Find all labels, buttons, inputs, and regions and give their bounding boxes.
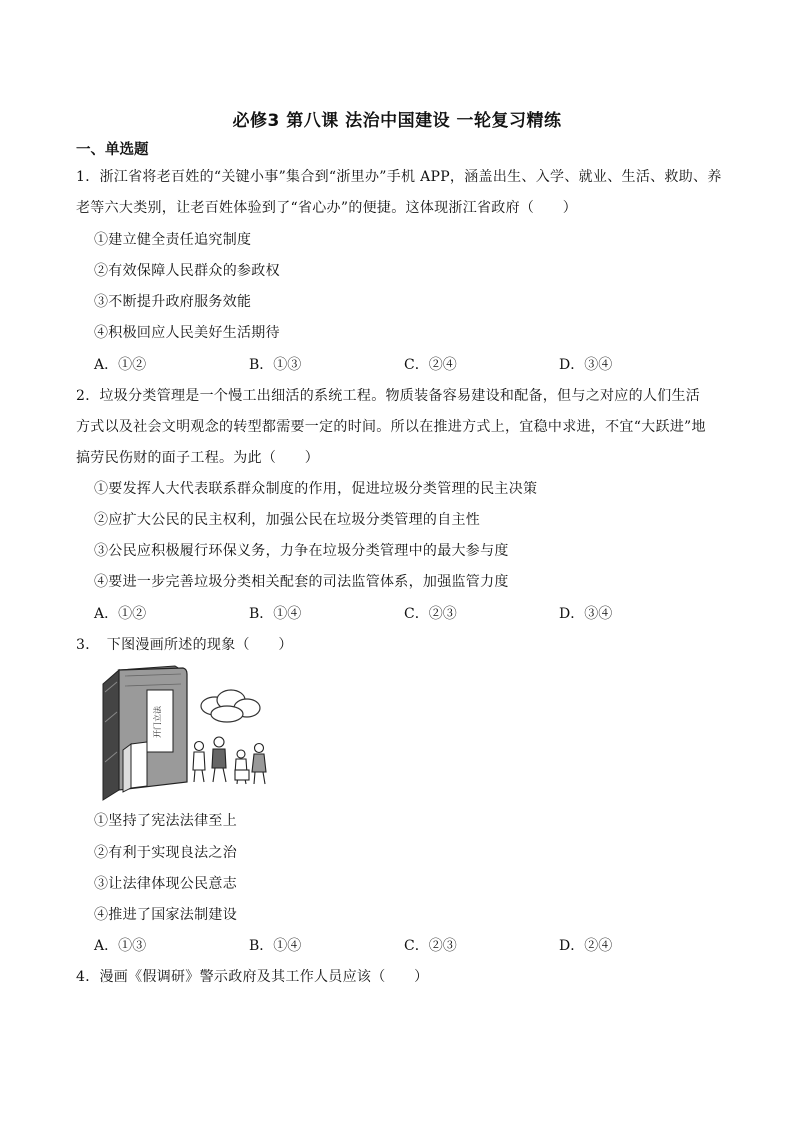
- question-4-line-1: 4．漫画《假调研》警示政府及其工作人员应该（ ）: [76, 969, 429, 985]
- cloud-icon: [201, 690, 260, 722]
- question-3-option-2: ②有利于实现良法之治: [94, 845, 237, 861]
- question-2-line-1: 2．垃圾分类管理是一个慢工出细活的系统工程。物质装备容易建设和配备，但与之对应的人们生活: [76, 388, 701, 404]
- question-2-line-2: 方式以及社会文明观念的转型都需要一定的时间。所以在推进方式上，宜稳中求进，不宜“大跃进”地: [76, 419, 706, 435]
- people-figures: [193, 737, 266, 784]
- question-3-option-4: ④推进了国家法制建设: [94, 907, 237, 923]
- question-2-option-4: ④要进一步完善垃圾分类相关配套的司法监管体系，加强监管力度: [94, 574, 509, 590]
- choice-b: B．①④: [249, 938, 302, 954]
- choice-d: D．③④: [559, 606, 613, 622]
- choice-c: C．②④: [404, 357, 457, 373]
- question-2-option-3: ③公民应积极履行环保义务，力争在垃圾分类管理中的最大参与度: [94, 543, 509, 559]
- choice-a: A．①③: [94, 938, 147, 954]
- choice-b: B．①④: [249, 606, 302, 622]
- choice-a: A．①②: [94, 606, 147, 622]
- choice-b: B．①③: [249, 357, 302, 373]
- question-1-option-3: ③不断提升政府服务效能: [94, 294, 252, 310]
- question-1-line-1: 1．浙江省将老百姓的“关键小事”集合到“浙里办”手机 APP，涵盖出生、入学、就业、生活、救助、养: [76, 169, 722, 185]
- cartoon-label: 开门立法: [153, 706, 162, 738]
- question-1-option-4: ④积极回应人民美好生活期待: [94, 325, 280, 341]
- question-2-option-1: ①要发挥人大代表联系群众制度的作用，促进垃圾分类管理的民主决策: [94, 481, 538, 497]
- choice-c: C．②③: [404, 938, 457, 954]
- section-heading: 一、单选题: [76, 142, 149, 158]
- cartoon-illustration: [95, 662, 290, 802]
- question-3-line-1: 3． 下图漫画所述的现象（ ）: [76, 637, 293, 653]
- question-2-option-2: ②应扩大公民的民主权利，加强公民在垃圾分类管理的自主性: [94, 512, 481, 528]
- question-1-option-2: ②有效保障人民群众的参政权: [94, 263, 280, 279]
- question-3-option-3: ③让法律体现公民意志: [94, 876, 237, 892]
- choice-d: D．③④: [559, 357, 613, 373]
- question-2-line-3: 搞劳民伤财的面子工程。为此（ ）: [76, 450, 320, 466]
- choice-d: D．②④: [559, 938, 613, 954]
- question-1-line-2: 老等六大类别，让老百姓体验到了“省心办”的便捷。这体现浙江省政府（ ）: [76, 200, 578, 216]
- question-3-option-1: ①坚持了宪法法律至上: [94, 813, 237, 829]
- question-1-option-1: ①建立健全责任追究制度: [94, 232, 252, 248]
- choice-a: A．①②: [94, 357, 147, 373]
- choice-c: C．②③: [404, 606, 457, 622]
- page-title: 必修3 第八课 法治中国建设 一轮复习精练: [232, 111, 562, 131]
